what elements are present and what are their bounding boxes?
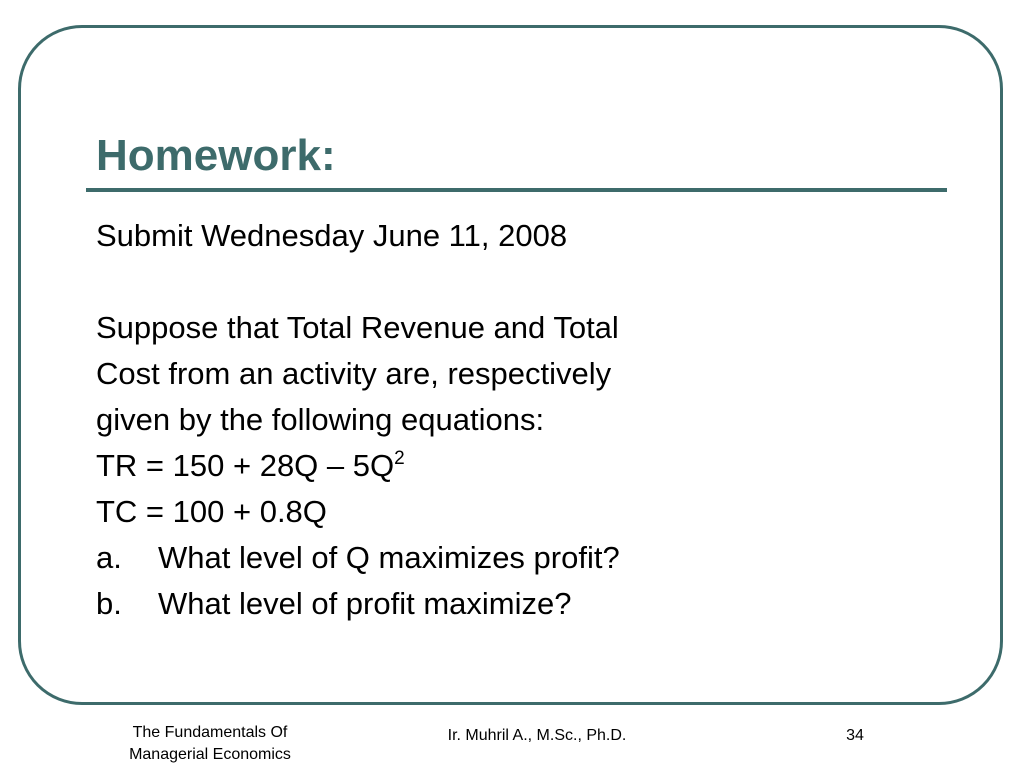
question-label: b. [96, 586, 122, 621]
paragraph-line: given by the following equations: [96, 402, 545, 437]
question-text: What level of profit maximize? [158, 586, 572, 621]
submit-date-line: Submit Wednesday June 11, 2008 [96, 218, 568, 253]
footer-author: Ir. Muhril A., M.Sc., Ph.D. [447, 727, 627, 744]
question-a [96, 535, 916, 581]
paragraph-line: Suppose that Total Revenue and Total [96, 310, 619, 345]
title-divider [86, 188, 947, 192]
question-label: a. [96, 540, 122, 575]
footer-course-line-2: Managerial Economics [129, 746, 291, 763]
slide-title: Homework: [96, 131, 336, 180]
tc-equation: TC = 100 + 0.8Q [96, 494, 327, 529]
tr-equation: TR = 150 + 28Q – 5Q [96, 448, 395, 483]
footer-course-title [100, 722, 320, 766]
slide-body [96, 213, 916, 627]
blank-line [96, 259, 916, 305]
footer-page-number: 34 [846, 727, 864, 744]
tr-equation-line [96, 443, 916, 489]
question-text: What level of Q maximizes profit? [158, 540, 620, 575]
footer-course-line-1: The Fundamentals Of [132, 724, 288, 741]
question-b [96, 581, 916, 627]
paragraph-line: Cost from an activity are, respectively [96, 356, 612, 391]
tr-exponent: 2 [394, 448, 405, 469]
